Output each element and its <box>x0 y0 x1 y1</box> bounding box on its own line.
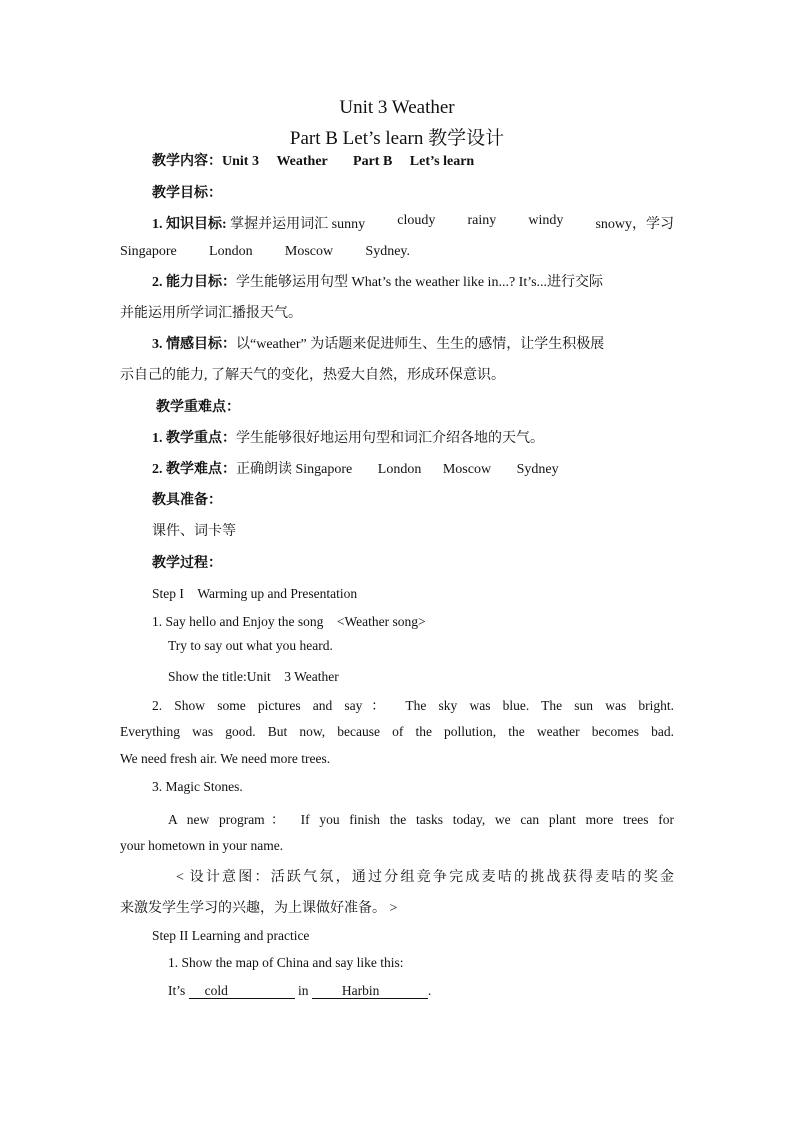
step1-item3: 3. Magic Stones. <box>152 779 243 794</box>
goal3-line1 <box>152 333 674 353</box>
doc-title: Unit 3 Weather <box>339 97 455 118</box>
prep-text: 课件、词卡等 <box>152 524 236 539</box>
goal1-line1 <box>152 213 674 233</box>
goal3-label: 3. 情感目标： <box>152 337 236 352</box>
word-rainy: rainy <box>467 213 497 228</box>
blank-city: Harbin <box>312 983 428 999</box>
key2-city-sydney: Sydney <box>516 462 559 477</box>
step1-heading: Step I Warming up and Presentation <box>152 586 358 601</box>
goal2-label: 2. 能力目标： <box>152 275 236 290</box>
step2-heading: Step II Learning and practice <box>152 928 310 943</box>
key1-label: 1. 教学重点： <box>152 431 236 446</box>
step2-item1a <box>168 983 722 999</box>
step1-item2-line3: We need fresh air. We need more trees. <box>120 751 331 766</box>
step1-item1: 1. Say hello and Enjoy the song <Weather song> <box>152 614 426 629</box>
goal2-text: 学生能够运用句型 What’s the weather like in...? It’s...进行交际 <box>236 275 604 290</box>
content-weather: Weather <box>276 154 328 169</box>
goal1-line2 <box>120 244 410 260</box>
goal2-line2: 并能运用所学词汇播报天气。 <box>120 306 302 321</box>
process-heading: 教学过程： <box>152 556 222 571</box>
goals-heading: 教学目标： <box>152 186 222 201</box>
step1-item3-line2: your hometown in your name. <box>120 838 284 853</box>
key2-line <box>152 458 706 478</box>
word-cloudy: cloudy <box>397 213 436 228</box>
key2-text: 正确朗读 <box>236 462 292 477</box>
step1-item3-line1: A new program： If you finish the tasks today, we can plant more trees for <box>168 812 674 827</box>
city-singapore: Singapore <box>120 244 177 259</box>
content-part: Part B <box>353 154 393 169</box>
key2-label: 2. 教学难点： <box>152 462 236 477</box>
doc-subtitle: Part B Let’s learn 教学设计 <box>289 128 505 149</box>
city-sydney: Sydney. <box>365 244 410 259</box>
goal3-text: 以“weather” 为话题来促进师生、生生的感情，让学生积极展 <box>236 337 605 352</box>
key2-city-singapore: Singapore <box>295 462 353 477</box>
step1-item2-line1: 2. Show some pictures and say： The sky was blue. The sun was bright. <box>152 698 674 713</box>
step1-item1b: Show the title:Unit 3 Weather <box>168 669 339 684</box>
prep-heading: 教具准备： <box>152 493 222 508</box>
its-text: It’s <box>168 983 186 998</box>
key2-city-london: London <box>377 462 422 477</box>
city-moscow: Moscow <box>284 244 334 259</box>
content-unit: Unit 3 <box>222 154 259 169</box>
content-line <box>152 150 706 170</box>
city-london: London <box>209 244 253 259</box>
design-intent-line1: < 设计意图：活跃气氛，通过分组竞争完成麦咭的挑战获得麦咭的奖金 <box>176 870 674 885</box>
word-snowy: snowy <box>595 217 632 232</box>
blank-weather: cold <box>189 983 295 999</box>
content-learn: Let’s learn <box>409 154 475 169</box>
goal1-text-b: ，学习 <box>632 217 674 232</box>
key1-text: 学生能够很好地运用句型和词汇介绍各地的天气。 <box>236 431 544 446</box>
in-text: in <box>298 983 309 998</box>
content-label: 教学内容： <box>152 154 222 169</box>
goal3-line2: 示自己的能力, 了解天气的变化，热爱大自然，形成环保意识。 <box>120 368 505 383</box>
goal1-label: 1. 知识目标: <box>152 217 227 232</box>
word-windy: windy <box>528 213 564 228</box>
goal2-line1 <box>152 271 674 291</box>
word-sunny: sunny <box>331 217 366 232</box>
period: . <box>427 983 432 998</box>
step2-item1: 1. Show the map of China and say like this: <box>168 955 404 970</box>
key2-city-moscow: Moscow <box>442 462 492 477</box>
key1-line <box>152 427 706 447</box>
design-intent-line2: 来激发学生学习的兴趣，为上课做好准备。 > <box>120 901 398 916</box>
key-heading: 教学重难点： <box>156 400 240 415</box>
step1-item2-line2: Everything was good. But now, because of the pollution, the weather becomes bad. <box>120 724 674 739</box>
goal1-text: 掌握并运用词汇 <box>230 217 329 232</box>
step1-item1a: Try to say out what you heard. <box>168 638 333 653</box>
